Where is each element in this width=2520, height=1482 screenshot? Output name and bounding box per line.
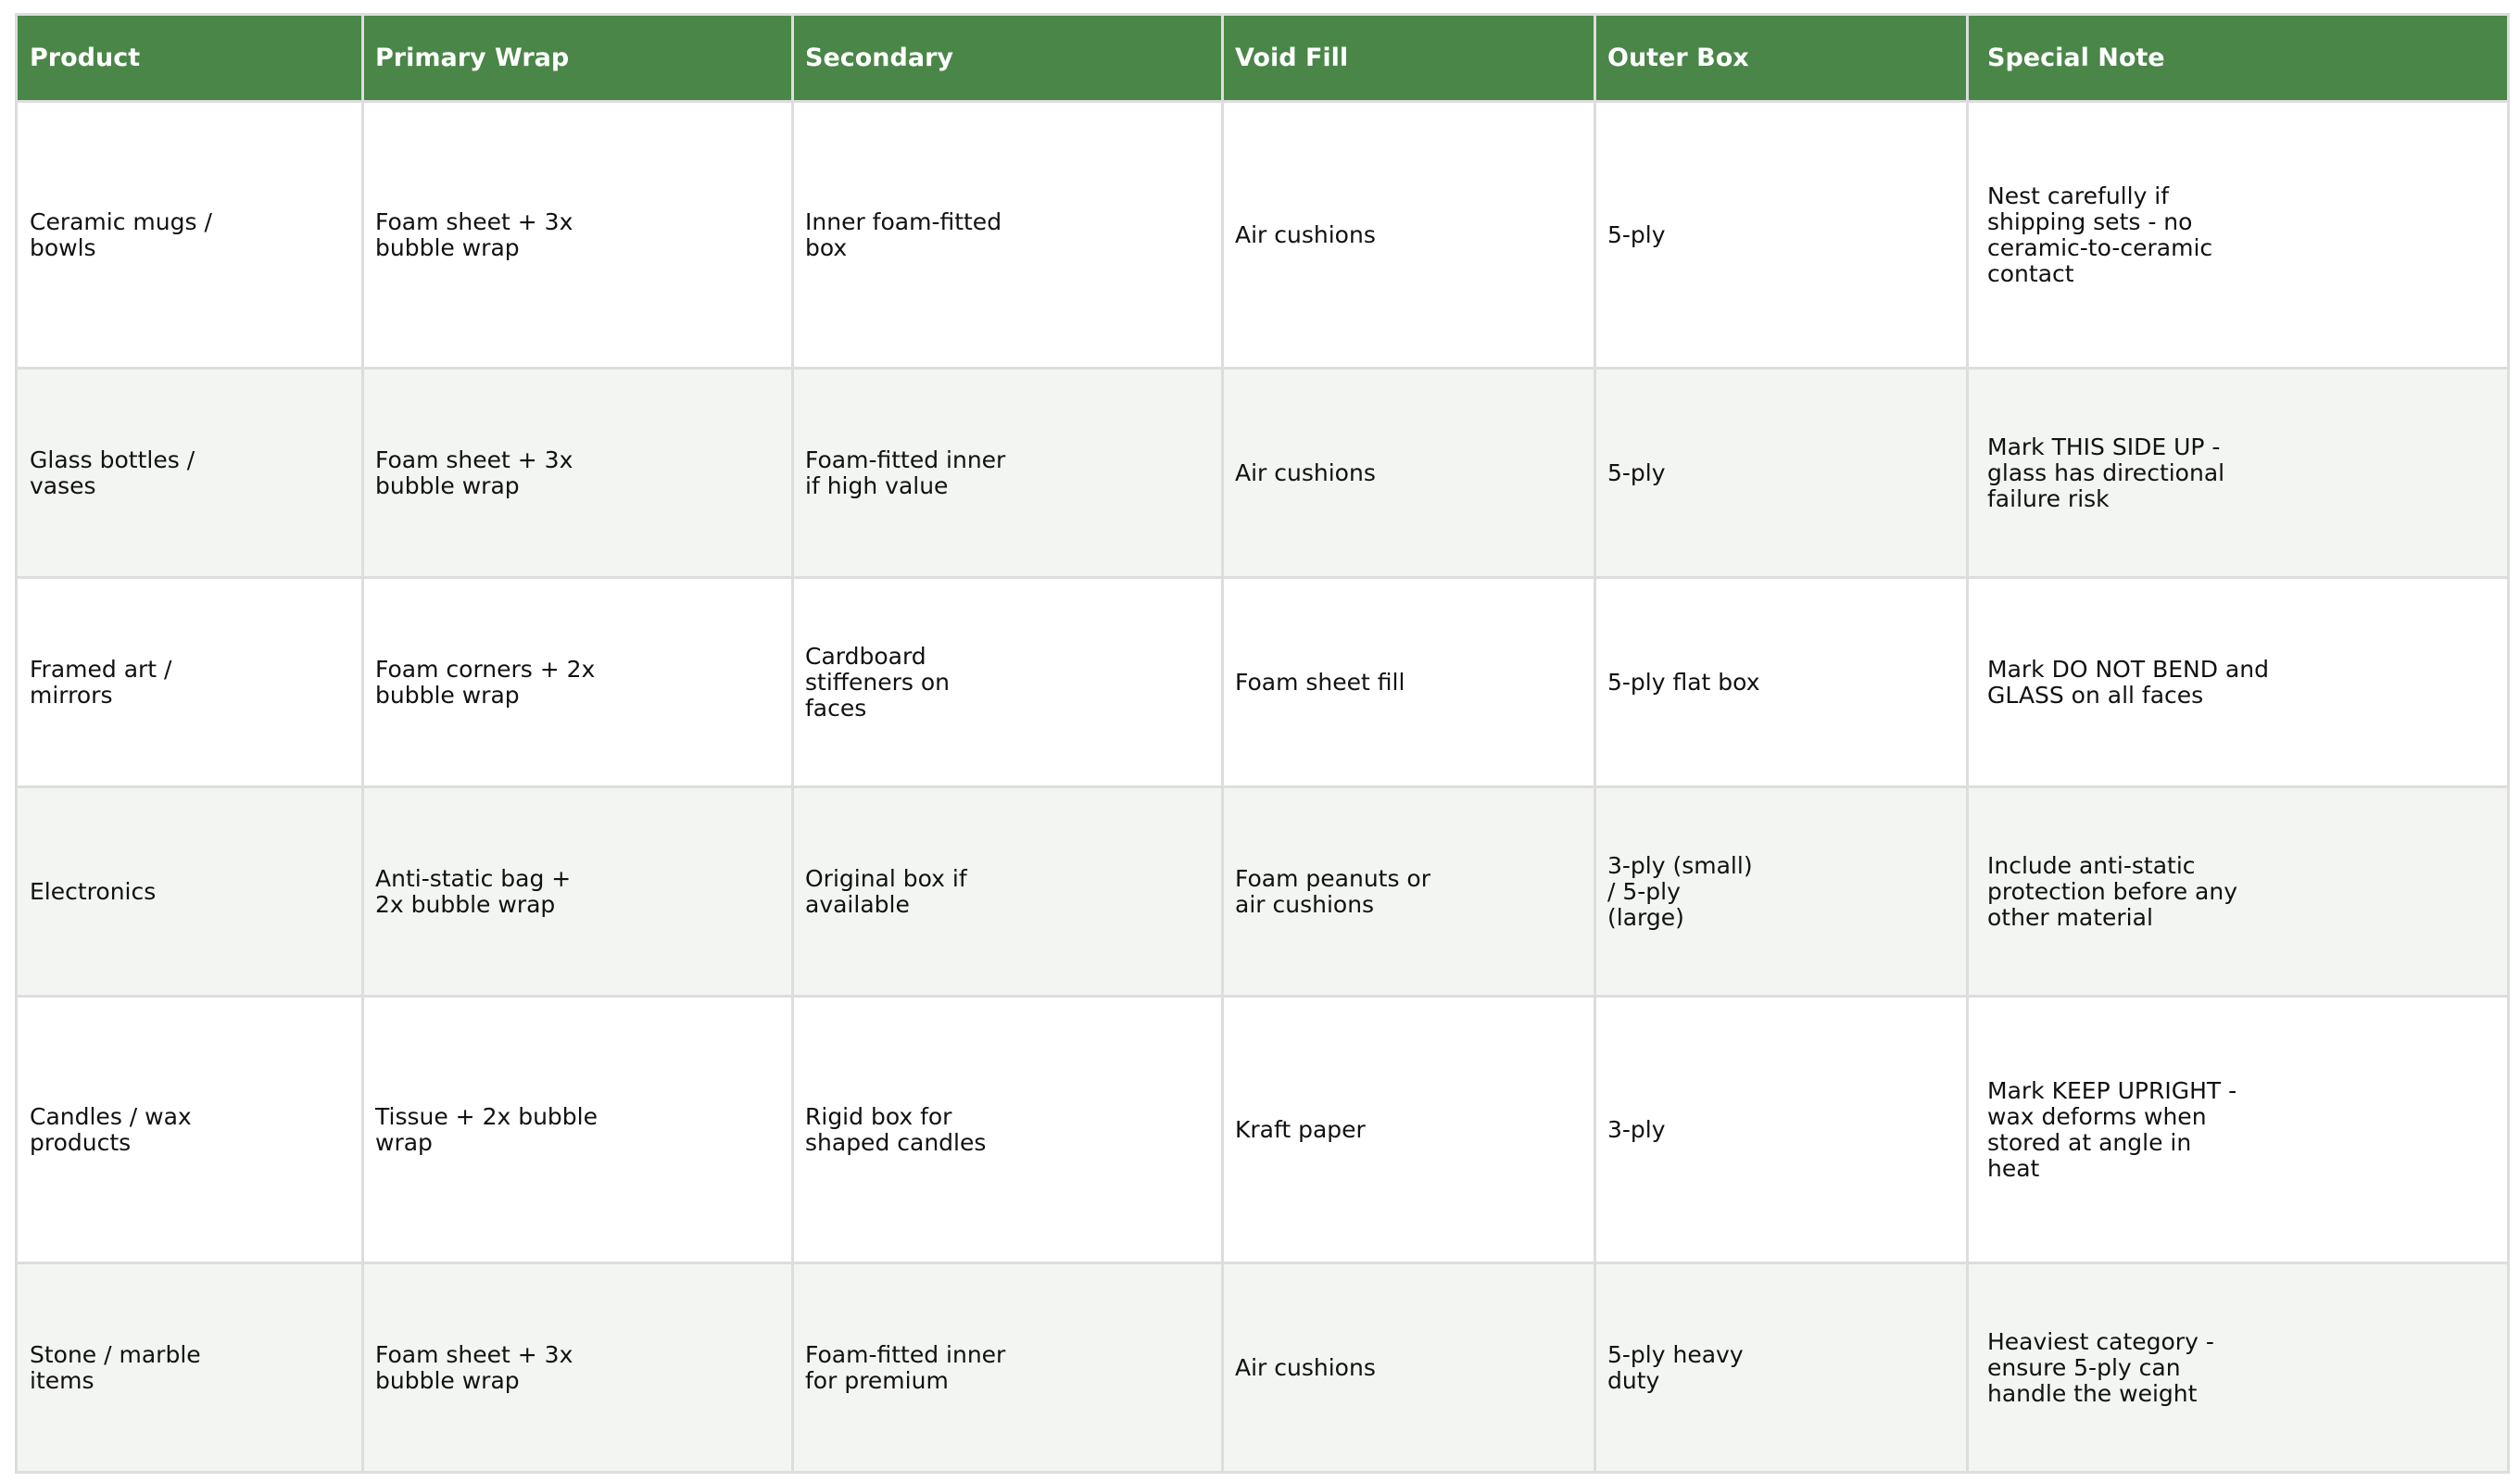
header-outer-box: Outer Box	[1595, 15, 1968, 102]
table-body	[17, 102, 2509, 1473]
cell-text-line: Foam sheet + 3x	[375, 207, 573, 235]
cell-primary-wrap	[363, 578, 793, 787]
cell-text-line: if high value	[805, 471, 949, 499]
cell-text-line: vases	[30, 471, 96, 499]
cell-primary-wrap	[363, 997, 793, 1263]
cell-void-fill	[1223, 578, 1595, 787]
cell-text-line: 2x bubble wrap	[375, 890, 556, 918]
cell-text-line: wax deforms when	[1987, 1102, 2207, 1130]
cell-void-fill	[1223, 997, 1595, 1263]
cell-outer-box	[1595, 369, 1968, 578]
header-primary-wrap: Primary Wrap	[363, 15, 793, 102]
cell-special-note	[1968, 102, 2509, 369]
cell-text-line: heat	[1987, 1154, 2040, 1182]
table-row	[17, 1263, 2509, 1473]
cell-text-line: products	[30, 1128, 132, 1156]
cell-secondary	[793, 369, 1223, 578]
cell-special-note	[1968, 997, 2509, 1263]
cell-outer-box	[1595, 102, 1968, 369]
cell-text-line: Foam sheet + 3x	[375, 446, 573, 473]
cell-text-line: Air cushions	[1235, 1353, 1376, 1381]
cell-text-line: stiffeners on	[805, 668, 950, 696]
cell-text-line: Cardboard	[805, 642, 926, 670]
cell-text-line: other material	[1987, 903, 2153, 931]
cell-text-line: bubble wrap	[375, 1366, 520, 1394]
packing-materials-table	[15, 13, 2510, 1474]
cell-text-line: Mark KEEP UPRIGHT -	[1987, 1076, 2237, 1104]
cell-text-line: box	[805, 233, 848, 261]
table-row	[17, 578, 2509, 787]
cell-text-line: for premium	[805, 1366, 949, 1394]
cell-text-line: Air cushions	[1235, 220, 1376, 248]
cell-void-fill	[1223, 1263, 1595, 1473]
table-header-row	[17, 15, 2509, 102]
cell-text-line: Foam corners + 2x	[375, 655, 596, 683]
cell-text-line: Anti-static bag +	[375, 864, 572, 892]
cell-text-line: wrap	[375, 1128, 433, 1156]
cell-text-line: Foam sheet fill	[1235, 668, 1405, 696]
cell-text-line: air cushions	[1235, 890, 1375, 918]
cell-text-line: Foam-fitted inner	[805, 1340, 1006, 1368]
header-product: Product	[17, 15, 363, 102]
cell-void-fill	[1223, 369, 1595, 578]
cell-text-line: Stone / marble	[30, 1340, 201, 1368]
cell-text-line: Foam-fitted inner	[805, 446, 1006, 473]
cell-text-line: Air cushions	[1235, 458, 1376, 486]
cell-text-line: Mark THIS SIDE UP -	[1987, 433, 2221, 460]
cell-product	[17, 787, 363, 997]
cell-secondary	[793, 787, 1223, 997]
cell-text-line: protection before any	[1987, 877, 2238, 905]
header-secondary: Secondary	[793, 15, 1223, 102]
cell-text-line: items	[30, 1366, 94, 1394]
cell-text-line: duty	[1607, 1366, 1660, 1394]
cell-text-line: bubble wrap	[375, 233, 520, 261]
cell-product	[17, 997, 363, 1263]
cell-text-line: ensure 5-ply can	[1987, 1353, 2181, 1381]
cell-text-line: contact	[1987, 259, 2074, 287]
cell-text-line: Mark DO NOT BEND and	[1987, 655, 2269, 683]
cell-special-note	[1968, 369, 2509, 578]
table-row	[17, 102, 2509, 369]
table-row	[17, 787, 2509, 997]
cell-product	[17, 1263, 363, 1473]
cell-text-line: Framed art /	[30, 655, 172, 683]
cell-text-line: Kraft paper	[1235, 1115, 1366, 1143]
cell-text-line: GLASS on all faces	[1987, 681, 2204, 709]
cell-product	[17, 578, 363, 787]
cell-primary-wrap	[363, 787, 793, 997]
table-row	[17, 369, 2509, 578]
cell-text-line: stored at angle in	[1987, 1128, 2192, 1156]
cell-text-line: Rigid box for	[805, 1102, 952, 1130]
cell-primary-wrap	[363, 369, 793, 578]
cell-text-line: 5-ply flat box	[1607, 668, 1760, 696]
cell-primary-wrap	[363, 102, 793, 369]
cell-text-line: ceramic-to-ceramic	[1987, 233, 2213, 261]
cell-text-line: / 5-ply	[1607, 877, 1681, 905]
cell-text-line: handle the weight	[1987, 1379, 2198, 1407]
cell-secondary	[793, 1263, 1223, 1473]
header-void-fill: Void Fill	[1223, 15, 1595, 102]
table-row	[17, 997, 2509, 1263]
cell-primary-wrap	[363, 1263, 793, 1473]
cell-text-line: bubble wrap	[375, 681, 520, 709]
cell-special-note	[1968, 578, 2509, 787]
cell-text-line: 3-ply	[1607, 1115, 1666, 1143]
header-special-note: Special Note	[1968, 15, 2509, 102]
cell-special-note	[1968, 787, 2509, 997]
cell-text-line: 5-ply heavy	[1607, 1340, 1744, 1368]
cell-secondary	[793, 578, 1223, 787]
cell-text-line: 3-ply (small)	[1607, 851, 1753, 879]
cell-secondary	[793, 997, 1223, 1263]
cell-outer-box	[1595, 578, 1968, 787]
cell-text-line: Glass bottles /	[30, 446, 195, 473]
cell-text-line: Inner foam-fitted	[805, 207, 1002, 235]
cell-text-line: bowls	[30, 233, 96, 261]
cell-text-line: failure risk	[1987, 484, 2110, 512]
cell-text-line: 5-ply	[1607, 220, 1666, 248]
cell-text-line: Electronics	[30, 877, 157, 905]
cell-product	[17, 102, 363, 369]
cell-text-line: Tissue + 2x bubble	[375, 1102, 598, 1130]
cell-text-line: Foam peanuts or	[1235, 864, 1431, 892]
cell-outer-box	[1595, 997, 1968, 1263]
cell-text-line: mirrors	[30, 681, 113, 709]
cell-text-line: Foam sheet + 3x	[375, 1340, 573, 1368]
cell-text-line: (large)	[1607, 903, 1684, 931]
cell-text-line: Original box if	[805, 864, 967, 892]
cell-text-line: bubble wrap	[375, 471, 520, 499]
cell-void-fill	[1223, 787, 1595, 997]
cell-outer-box	[1595, 1263, 1968, 1473]
cell-special-note	[1968, 1263, 2509, 1473]
cell-text-line: available	[805, 890, 910, 918]
cell-text-line: Heaviest category -	[1987, 1327, 2214, 1355]
cell-text-line: shaped candles	[805, 1128, 987, 1156]
cell-text-line: shipping sets - no	[1987, 207, 2193, 235]
cell-product	[17, 369, 363, 578]
cell-text-line: faces	[805, 694, 867, 722]
cell-text-line: Ceramic mugs /	[30, 207, 212, 235]
cell-void-fill	[1223, 102, 1595, 369]
cell-text-line: Nest carefully if	[1987, 182, 2170, 209]
cell-text-line: Candles / wax	[30, 1102, 192, 1130]
cell-outer-box	[1595, 787, 1968, 997]
cell-text-line: 5-ply	[1607, 458, 1666, 486]
cell-text-line: glass has directional	[1987, 458, 2225, 486]
cell-text-line: Include anti-static	[1987, 851, 2196, 879]
cell-secondary	[793, 102, 1223, 369]
